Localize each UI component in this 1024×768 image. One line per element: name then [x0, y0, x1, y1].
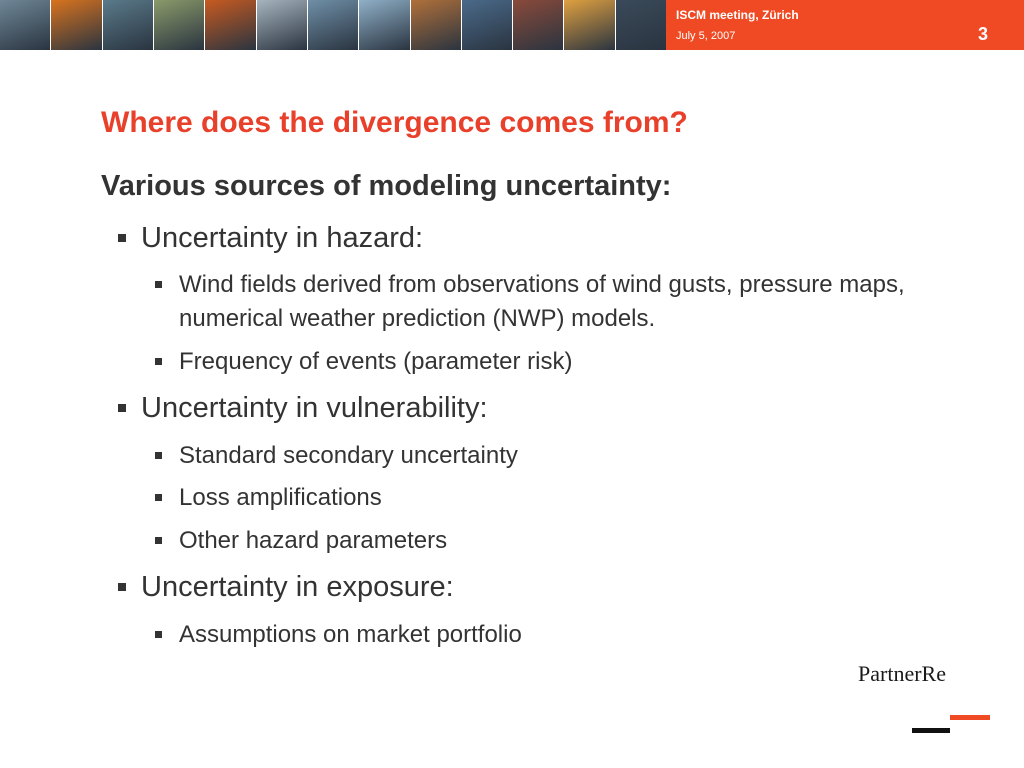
photo-tile	[359, 0, 410, 50]
sub-bullet-label: Assumptions on market portfolio	[179, 621, 522, 648]
logo-bar-red	[950, 715, 990, 720]
bullet-vulnerability	[118, 392, 488, 425]
photo-tile	[513, 0, 564, 50]
square-bullet-icon	[155, 358, 162, 365]
photo-tile	[154, 0, 205, 50]
square-bullet-icon	[118, 583, 126, 591]
photo-tile	[0, 0, 51, 50]
meeting-title: ISCM meeting, Zürich	[676, 8, 799, 22]
sub-bullet-label: Frequency of events (parameter risk)	[179, 348, 573, 375]
sub-bullet	[155, 439, 955, 473]
sub-bullet	[155, 345, 955, 379]
bullet-hazard	[118, 222, 423, 255]
sub-bullet-label: Other hazard parameters	[179, 527, 448, 554]
bullet-label: Uncertainty in exposure:	[141, 571, 454, 603]
sub-bullet	[155, 268, 955, 336]
header-photo-strip	[0, 0, 666, 50]
photo-tile	[411, 0, 462, 50]
partnerre-logo: PartnerRe	[858, 661, 946, 686]
bullet-label: Uncertainty in hazard:	[141, 222, 424, 254]
square-bullet-icon	[155, 452, 162, 459]
sub-bullet	[155, 618, 955, 652]
photo-tile	[616, 0, 666, 50]
square-bullet-icon	[155, 631, 162, 638]
header-info-panel	[666, 0, 1024, 50]
sub-bullet-label: Loss amplifications	[179, 484, 382, 511]
square-bullet-icon	[155, 494, 162, 501]
sub-bullet-label: Standard secondary uncertainty	[179, 442, 518, 469]
square-bullet-icon	[118, 404, 126, 412]
photo-tile	[51, 0, 102, 50]
bullet-label: Uncertainty in vulnerability:	[141, 392, 488, 424]
logo-bar-dark	[912, 728, 950, 733]
sub-bullet	[155, 524, 955, 558]
bullet-exposure	[118, 571, 454, 604]
square-bullet-icon	[118, 234, 126, 242]
meeting-date: July 5, 2007	[676, 30, 736, 42]
photo-tile	[205, 0, 256, 50]
slide-title: Where does the divergence comes from?	[101, 106, 688, 139]
slide-number: 3	[977, 24, 988, 44]
photo-tile	[103, 0, 154, 50]
photo-tile	[564, 0, 615, 50]
sub-bullet-label: Wind fields derived from observations of wind gusts, pressure maps, numerical weather prediction (NWP) models.	[179, 271, 905, 332]
square-bullet-icon	[155, 537, 162, 544]
square-bullet-icon	[155, 281, 162, 288]
slide-subtitle: Various sources of modeling uncertainty:	[101, 170, 672, 202]
photo-tile	[257, 0, 308, 50]
photo-tile	[308, 0, 359, 50]
sub-bullet	[155, 481, 955, 515]
photo-tile	[462, 0, 513, 50]
